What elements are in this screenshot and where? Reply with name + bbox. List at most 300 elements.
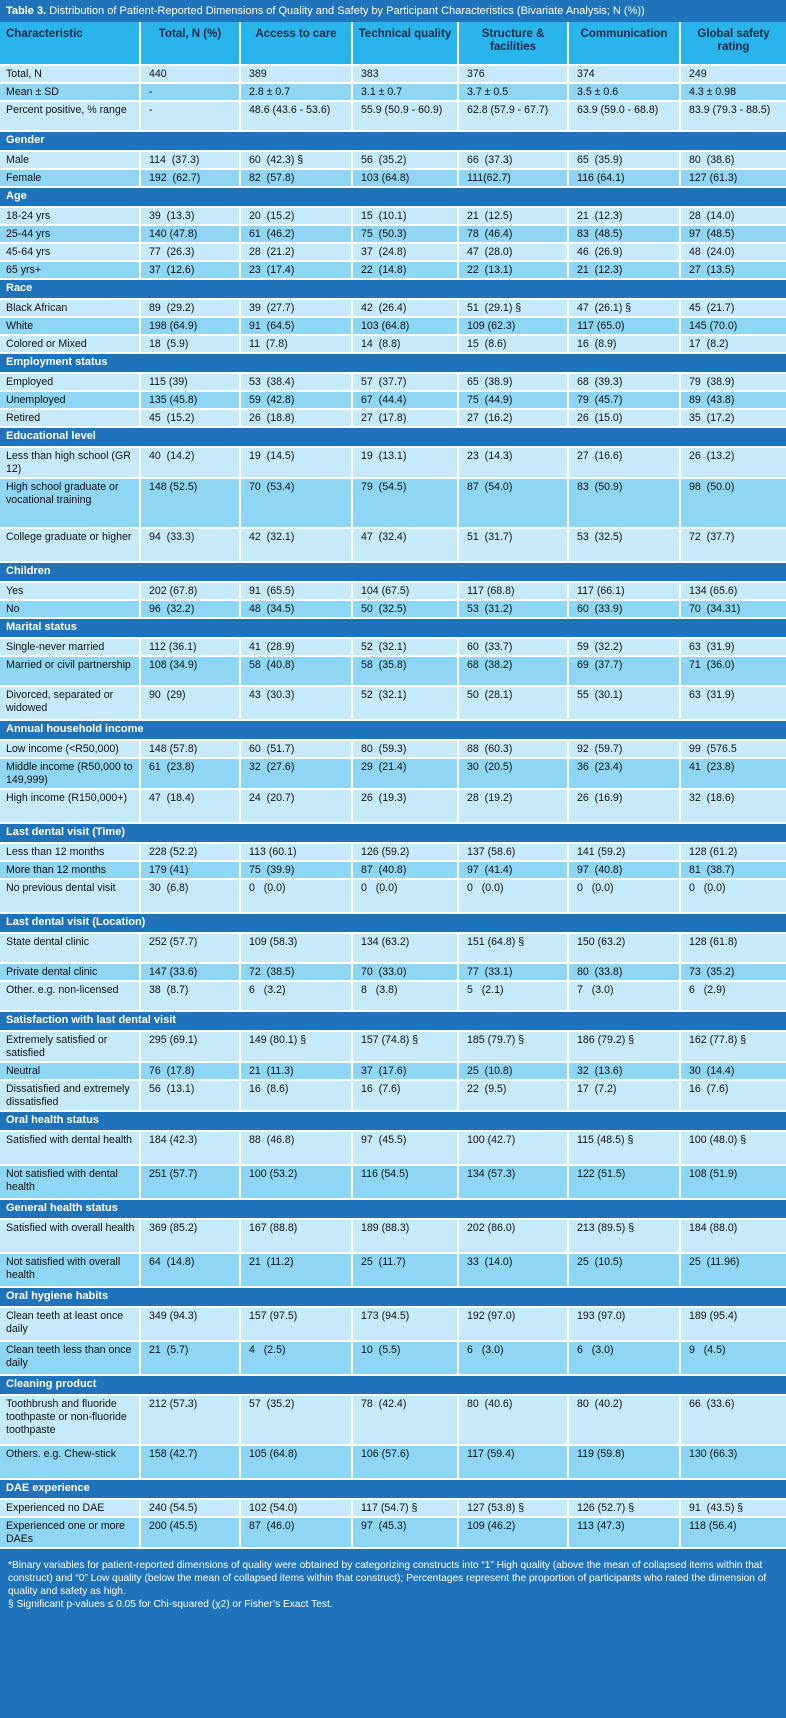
- table-cell: 27 (17.8): [352, 409, 458, 427]
- row-label: Neutral: [0, 1062, 140, 1080]
- row-label: Retired: [0, 409, 140, 427]
- table-cell: 88 (60.3): [458, 740, 568, 758]
- header-total: Total, N (%): [140, 22, 240, 65]
- table-cell: 89 (29.2): [140, 299, 240, 317]
- table-cell: 53 (31.2): [458, 600, 568, 618]
- table-cell: 70 (33.0): [352, 963, 458, 981]
- table-cell: 63 (31.9): [680, 686, 786, 720]
- table-cell: 70 (53.4): [240, 478, 352, 528]
- table-cell: 150 (63.2): [568, 933, 680, 963]
- table-cell: 37 (24.8): [352, 243, 458, 261]
- table-cell: 4 (2.5): [240, 1341, 352, 1375]
- table-cell: 50 (28.1): [458, 686, 568, 720]
- table-cell: 33 (14.0): [458, 1253, 568, 1287]
- table-cell: 39 (27.7): [240, 299, 352, 317]
- section-label: DAE experience: [0, 1479, 786, 1499]
- table-row: [0, 1445, 786, 1479]
- table-cell: 52 (32.1): [352, 638, 458, 656]
- table-row: [0, 1307, 786, 1341]
- table-cell: 167 (88.8): [240, 1219, 352, 1253]
- table-cell: 50 (32.5): [352, 600, 458, 618]
- table-cell: 87 (46.0): [240, 1517, 352, 1548]
- table-cell: 179 (41): [140, 861, 240, 879]
- table-cell: 60 (33.7): [458, 638, 568, 656]
- table-cell: 97 (41.4): [458, 861, 568, 879]
- row-label: Mean ± SD: [0, 83, 140, 101]
- table-cell: 83 (48.5): [568, 225, 680, 243]
- table-row: [0, 981, 786, 1011]
- table-row: [0, 933, 786, 963]
- table-cell: 117 (65.0): [568, 317, 680, 335]
- row-label: High school graduate or vocational training: [0, 478, 140, 528]
- table-cell: 193 (97.0): [568, 1307, 680, 1341]
- table-cell: 21 (5.7): [140, 1341, 240, 1375]
- row-label: Low income (<R50,000): [0, 740, 140, 758]
- footnote-significance: § Significant p-values ≤ 0.05 for Chi-squared (χ2) or Fisher’s Exact Test.: [8, 1599, 333, 1610]
- table-cell: 51 (31.7): [458, 528, 568, 562]
- table-cell: 17 (7.2): [568, 1080, 680, 1111]
- table-cell: 22 (9.5): [458, 1080, 568, 1111]
- row-label: White: [0, 317, 140, 335]
- table-cell: 389: [240, 65, 352, 83]
- table-cell: 20 (15.2): [240, 207, 352, 225]
- table-cell: 64 (14.8): [140, 1253, 240, 1287]
- table-cell: 73 (35.2): [680, 963, 786, 981]
- table-cell: 127 (53.8) §: [458, 1499, 568, 1517]
- table-cell: 103 (64.8): [352, 169, 458, 187]
- table-cell: 89 (43.8): [680, 391, 786, 409]
- table-cell: 28 (19.2): [458, 789, 568, 823]
- table-cell: 115 (39): [140, 373, 240, 391]
- row-label: More than 12 months: [0, 861, 140, 879]
- header-communication: Communication: [568, 22, 680, 65]
- section-label: Educational level: [0, 427, 786, 447]
- table-cell: 97 (48.5): [680, 225, 786, 243]
- table-cell: 7 (3.0): [568, 981, 680, 1011]
- table-cell: 70 (34.31): [680, 600, 786, 618]
- table-row: [0, 600, 786, 618]
- table-cell: 10 (5.5): [352, 1341, 458, 1375]
- row-label: Experienced one or more DAEs: [0, 1517, 140, 1548]
- row-label: Clean teeth at least once daily: [0, 1307, 140, 1341]
- table-cell: 78 (46.4): [458, 225, 568, 243]
- table-row: [0, 261, 786, 279]
- table-cell: -: [140, 101, 240, 131]
- section-label: Last dental visit (Time): [0, 823, 786, 843]
- table-cell: 75 (44.9): [458, 391, 568, 409]
- table-cell: 213 (89.5) §: [568, 1219, 680, 1253]
- table-cell: 38 (8.7): [140, 981, 240, 1011]
- table-cell: 56 (35.2): [352, 151, 458, 169]
- table-row: [0, 1499, 786, 1517]
- table-cell: 63 (31.9): [680, 638, 786, 656]
- table-cell: 128 (61.2): [680, 843, 786, 861]
- table-cell: 80 (38.6): [680, 151, 786, 169]
- table-cell: 6 (3.2): [240, 981, 352, 1011]
- table-cell: 66 (33.6): [680, 1395, 786, 1445]
- table-cell: 157 (74.8) §: [352, 1031, 458, 1062]
- section-header-row: [0, 913, 786, 933]
- table-cell: 94 (33.3): [140, 528, 240, 562]
- table-cell: 148 (52.5): [140, 478, 240, 528]
- table-cell: 148 (57.8): [140, 740, 240, 758]
- table-cell: 65 (35.9): [568, 151, 680, 169]
- row-label: College graduate or higher: [0, 528, 140, 562]
- table-cell: 108 (34.9): [140, 656, 240, 686]
- table-cell: 19 (13.1): [352, 447, 458, 478]
- table-cell: 26 (19.3): [352, 789, 458, 823]
- table-cell: 141 (59.2): [568, 843, 680, 861]
- table-cell: 16 (7.6): [352, 1080, 458, 1111]
- row-label: Satisfied with overall health: [0, 1219, 140, 1253]
- table-cell: 83.9 (79.3 - 88.5): [680, 101, 786, 131]
- table-cell: 80 (33.8): [568, 963, 680, 981]
- section-header-row: [0, 131, 786, 151]
- row-label: Toothbrush and fluoride toothpaste or non-fluoride toothpaste: [0, 1395, 140, 1445]
- data-table: [0, 22, 786, 1549]
- table-cell: 100 (48.0) §: [680, 1131, 786, 1165]
- table-cell: 137 (58.6): [458, 843, 568, 861]
- table-row: [0, 1219, 786, 1253]
- table-cell: 109 (58.3): [240, 933, 352, 963]
- row-label: No previous dental visit: [0, 879, 140, 913]
- row-label: Employed: [0, 373, 140, 391]
- table-cell: 113 (60.1): [240, 843, 352, 861]
- table-cell: 115 (48.5) §: [568, 1131, 680, 1165]
- table-cell: 77 (26.3): [140, 243, 240, 261]
- section-label: Cleaning product: [0, 1375, 786, 1395]
- table-cell: 157 (97.5): [240, 1307, 352, 1341]
- table-row: [0, 151, 786, 169]
- table-cell: 4.3 ± 0.98: [680, 83, 786, 101]
- table-cell: 78 (42.4): [352, 1395, 458, 1445]
- table-cell: 251 (57.7): [140, 1165, 240, 1199]
- table-cell: 28 (21.2): [240, 243, 352, 261]
- table-cell: 0 (0.0): [352, 879, 458, 913]
- table-cell: 27 (16.6): [568, 447, 680, 478]
- table-row: [0, 1062, 786, 1080]
- table-cell: 59 (42.8): [240, 391, 352, 409]
- table-cell: 100 (53.2): [240, 1165, 352, 1199]
- table-cell: 134 (57.3): [458, 1165, 568, 1199]
- table-cell: 60 (42.3) §: [240, 151, 352, 169]
- row-label: Black African: [0, 299, 140, 317]
- table-cell: 104 (67.5): [352, 582, 458, 600]
- table-row: [0, 528, 786, 562]
- table-row: [0, 582, 786, 600]
- table-cell: 65 (38.9): [458, 373, 568, 391]
- table-cell: 8 (3.8): [352, 981, 458, 1011]
- section-label: Race: [0, 279, 786, 299]
- table-cell: 17 (8.2): [680, 335, 786, 353]
- section-header-row: [0, 618, 786, 638]
- table-cell: 127 (61.3): [680, 169, 786, 187]
- table-cell: 47 (32.4): [352, 528, 458, 562]
- table-cell: 42 (26.4): [352, 299, 458, 317]
- table-cell: 6 (3.0): [458, 1341, 568, 1375]
- table-cell: 72 (37.7): [680, 528, 786, 562]
- table-cell: 82 (57.8): [240, 169, 352, 187]
- table-cell: 21 (12.5): [458, 207, 568, 225]
- table-cell: 134 (63.2): [352, 933, 458, 963]
- table-cell: 37 (12.6): [140, 261, 240, 279]
- table-cell: 228 (52.2): [140, 843, 240, 861]
- table-cell: 30 (20.5): [458, 758, 568, 789]
- table-cell: 0 (0.0): [458, 879, 568, 913]
- table-cell: 87 (40.8): [352, 861, 458, 879]
- table-cell: 3.5 ± 0.6: [568, 83, 680, 101]
- table-cell: 240 (54.5): [140, 1499, 240, 1517]
- table-row: [0, 169, 786, 187]
- row-label: 18-24 yrs: [0, 207, 140, 225]
- table-row: [0, 963, 786, 981]
- table-cell: 295 (69.1): [140, 1031, 240, 1062]
- table-cell: 0 (0.0): [568, 879, 680, 913]
- table-row: [0, 65, 786, 83]
- table-cell: 25 (11.7): [352, 1253, 458, 1287]
- table-cell: 158 (42.7): [140, 1445, 240, 1479]
- table-row: [0, 1165, 786, 1199]
- header-structure-facilities: Structure & facilities: [458, 22, 568, 65]
- table-cell: 173 (94.5): [352, 1307, 458, 1341]
- table-cell: 3.1 ± 0.7: [352, 83, 458, 101]
- table-cell: 48 (24.0): [680, 243, 786, 261]
- row-label: Unemployed: [0, 391, 140, 409]
- table-cell: 91 (43.5) §: [680, 1499, 786, 1517]
- table-row: [0, 686, 786, 720]
- table-row: [0, 447, 786, 478]
- table-label: Table 3.: [6, 5, 47, 17]
- table-cell: 72 (38.5): [240, 963, 352, 981]
- table-row: [0, 1080, 786, 1111]
- table-cell: 48.6 (43.6 - 53.6): [240, 101, 352, 131]
- table-row: [0, 299, 786, 317]
- table-cell: 22 (13.1): [458, 261, 568, 279]
- table-cell: 45 (15.2): [140, 409, 240, 427]
- table-row: [0, 1395, 786, 1445]
- table-cell: 40 (14.2): [140, 447, 240, 478]
- table-cell: 96 (32.2): [140, 600, 240, 618]
- table-cell: 349 (94.3): [140, 1307, 240, 1341]
- table-cell: 30 (6.8): [140, 879, 240, 913]
- table-cell: 117 (54.7) §: [352, 1499, 458, 1517]
- table-cell: 47 (26.1) §: [568, 299, 680, 317]
- row-label: No: [0, 600, 140, 618]
- row-label: Married or civil partnership: [0, 656, 140, 686]
- table-cell: 15 (10.1): [352, 207, 458, 225]
- table-cell: 376: [458, 65, 568, 83]
- table-cell: 383: [352, 65, 458, 83]
- table-row: [0, 758, 786, 789]
- table-row: [0, 879, 786, 913]
- table-row: [0, 409, 786, 427]
- table-row: [0, 317, 786, 335]
- table-cell: 32 (18.6): [680, 789, 786, 823]
- section-label: Last dental visit (Location): [0, 913, 786, 933]
- row-label: Other. e.g. non-licensed: [0, 981, 140, 1011]
- table-cell: 25 (11.96): [680, 1253, 786, 1287]
- table-row: [0, 225, 786, 243]
- table-cell: 67 (44.4): [352, 391, 458, 409]
- table-cell: 62.8 (57.9 - 67.7): [458, 101, 568, 131]
- table-cell: 55 (30.1): [568, 686, 680, 720]
- table-cell: 32 (13.6): [568, 1062, 680, 1080]
- table-cell: 122 (51.5): [568, 1165, 680, 1199]
- table-cell: 59 (32.2): [568, 638, 680, 656]
- table-row: [0, 740, 786, 758]
- table-cell: 149 (80.1) §: [240, 1031, 352, 1062]
- table-cell: 140 (47.8): [140, 225, 240, 243]
- section-header-row: [0, 187, 786, 207]
- table-cell: 92 (59.7): [568, 740, 680, 758]
- table-row: [0, 1031, 786, 1062]
- table-cell: 26 (18.8): [240, 409, 352, 427]
- row-label: Yes: [0, 582, 140, 600]
- table-body: [0, 65, 786, 1548]
- table-cell: 249: [680, 65, 786, 83]
- row-label: Experienced no DAE: [0, 1499, 140, 1517]
- table-cell: 56 (13.1): [140, 1080, 240, 1111]
- table-cell: 63.9 (59.0 - 68.8): [568, 101, 680, 131]
- section-label: Employment status: [0, 353, 786, 373]
- table-cell: 41 (28.9): [240, 638, 352, 656]
- table-cell: 108 (51.9): [680, 1165, 786, 1199]
- table-cell: 27 (16.2): [458, 409, 568, 427]
- row-label: Clean teeth less than once daily: [0, 1341, 140, 1375]
- header-access-to-care: Access to care: [240, 22, 352, 65]
- table-cell: 53 (32.5): [568, 528, 680, 562]
- table-cell: 369 (85.2): [140, 1219, 240, 1253]
- table-cell: 202 (67.8): [140, 582, 240, 600]
- table-cell: 3.7 ± 0.5: [458, 83, 568, 101]
- table-cell: 46 (26.9): [568, 243, 680, 261]
- table-cell: 37 (17.6): [352, 1062, 458, 1080]
- table-cell: 252 (57.7): [140, 933, 240, 963]
- row-label: Colored or Mixed: [0, 335, 140, 353]
- table-cell: -: [140, 83, 240, 101]
- section-header-row: [0, 1011, 786, 1031]
- table-cell: 6 (3.0): [568, 1341, 680, 1375]
- table-cell: 88 (46.8): [240, 1131, 352, 1165]
- row-label: Less than 12 months: [0, 843, 140, 861]
- row-label: Divorced, separated or widowed: [0, 686, 140, 720]
- table-cell: 198 (64.9): [140, 317, 240, 335]
- table-cell: 60 (33.9): [568, 600, 680, 618]
- table-cell: 68 (38.2): [458, 656, 568, 686]
- table-cell: 75 (39.9): [240, 861, 352, 879]
- table-cell: 145 (70.0): [680, 317, 786, 335]
- row-label: Middle income (R50,000 to 149,999): [0, 758, 140, 789]
- table-cell: 25 (10.8): [458, 1062, 568, 1080]
- table-cell: 58 (35.8): [352, 656, 458, 686]
- section-label: Satisfaction with last dental visit: [0, 1011, 786, 1031]
- table-cell: 53 (38.4): [240, 373, 352, 391]
- table-cell: 43 (30.3): [240, 686, 352, 720]
- table-cell: 48 (34.5): [240, 600, 352, 618]
- table-row: [0, 243, 786, 261]
- table-cell: 16 (8.6): [240, 1080, 352, 1111]
- table-cell: 103 (64.8): [352, 317, 458, 335]
- table-cell: 80 (40.6): [458, 1395, 568, 1445]
- table-cell: 27 (13.5): [680, 261, 786, 279]
- table-cell: 28 (14.0): [680, 207, 786, 225]
- header-characteristic: Characteristic: [0, 22, 140, 65]
- row-label: Others. e.g. Chew-stick: [0, 1445, 140, 1479]
- row-label: Dissatisfied and extremely dissatisfied: [0, 1080, 140, 1111]
- table-row: [0, 638, 786, 656]
- table-cell: 5 (2.1): [458, 981, 568, 1011]
- table-cell: 69 (37.7): [568, 656, 680, 686]
- table-cell: 90 (29): [140, 686, 240, 720]
- table-cell: 113 (47.3): [568, 1517, 680, 1548]
- table-cell: 30 (14.4): [680, 1062, 786, 1080]
- table-cell: 184 (88.0): [680, 1219, 786, 1253]
- section-header-row: [0, 720, 786, 740]
- row-label: Private dental clinic: [0, 963, 140, 981]
- table-cell: 79 (38.9): [680, 373, 786, 391]
- table-cell: 47 (18.4): [140, 789, 240, 823]
- table-cell: 21 (11.2): [240, 1253, 352, 1287]
- section-label: Annual household income: [0, 720, 786, 740]
- section-label: Marital status: [0, 618, 786, 638]
- table-cell: 147 (33.6): [140, 963, 240, 981]
- table-cell: 16 (7.6): [680, 1080, 786, 1111]
- header-global-safety-rating: Global safety rating: [680, 22, 786, 65]
- row-label: 45-64 yrs: [0, 243, 140, 261]
- section-header-row: [0, 1111, 786, 1131]
- table-cell: 99 (576.5: [680, 740, 786, 758]
- table-row: [0, 861, 786, 879]
- table-cell: 39 (13.3): [140, 207, 240, 225]
- section-header-row: [0, 1375, 786, 1395]
- table-cell: 116 (54.5): [352, 1165, 458, 1199]
- table-row: [0, 391, 786, 409]
- section-label: Oral hygiene habits: [0, 1287, 786, 1307]
- table-cell: 24 (20.7): [240, 789, 352, 823]
- table-cell: 91 (64.5): [240, 317, 352, 335]
- table-cell: 186 (79.2) §: [568, 1031, 680, 1062]
- table-row: [0, 789, 786, 823]
- table-cell: 116 (64.1): [568, 169, 680, 187]
- table-cell: 118 (56.4): [680, 1517, 786, 1548]
- table-cell: 71 (36.0): [680, 656, 786, 686]
- section-label: General health status: [0, 1199, 786, 1219]
- table-cell: 80 (59.3): [352, 740, 458, 758]
- row-label: Not satisfied with overall health: [0, 1253, 140, 1287]
- table-cell: 36 (23.4): [568, 758, 680, 789]
- table-cell: 117 (68.8): [458, 582, 568, 600]
- table-cell: 0 (0.0): [680, 879, 786, 913]
- table-cell: 97 (40.8): [568, 861, 680, 879]
- table-cell: 109 (62.3): [458, 317, 568, 335]
- table-cell: 91 (65.5): [240, 582, 352, 600]
- table-cell: 32 (27.6): [240, 758, 352, 789]
- table-row: [0, 1131, 786, 1165]
- table-row: [0, 207, 786, 225]
- table-cell: 185 (79.7) §: [458, 1031, 568, 1062]
- section-label: Age: [0, 187, 786, 207]
- row-label: Male: [0, 151, 140, 169]
- section-header-row: [0, 1199, 786, 1219]
- table-cell: 47 (28.0): [458, 243, 568, 261]
- table-cell: 0 (0.0): [240, 879, 352, 913]
- table-cell: 192 (97.0): [458, 1307, 568, 1341]
- section-header-row: [0, 1479, 786, 1499]
- table-cell: 60 (51.7): [240, 740, 352, 758]
- table-cell: 22 (14.8): [352, 261, 458, 279]
- table-cell: 162 (77.8) §: [680, 1031, 786, 1062]
- table-cell: 23 (17.4): [240, 261, 352, 279]
